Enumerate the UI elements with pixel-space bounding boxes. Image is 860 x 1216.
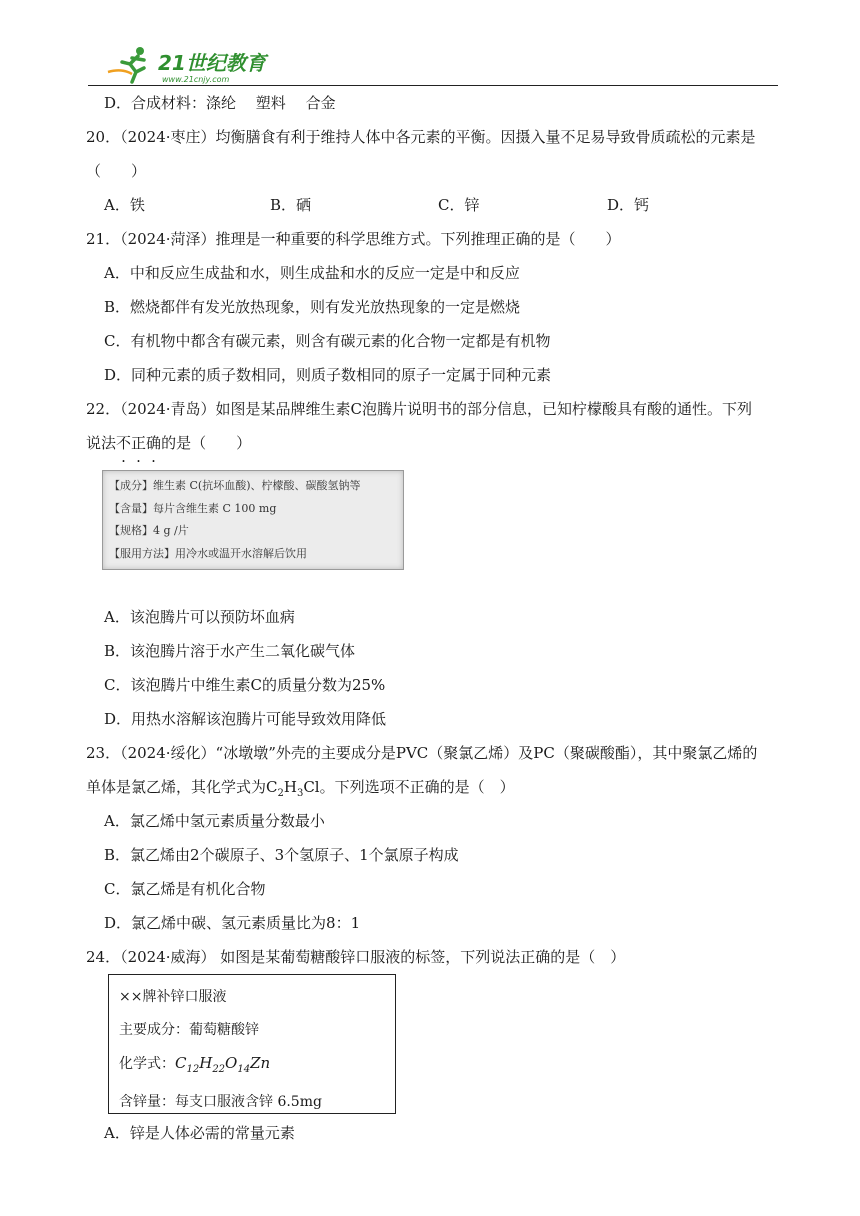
subscript: 3: [296, 788, 304, 799]
subscript: 22: [212, 1064, 226, 1075]
product-label: [108, 974, 396, 1114]
subscript: 12: [186, 1064, 200, 1075]
label-ingredient: 主要成分：葡萄糖酸锌: [119, 1022, 259, 1038]
q23-option-d: D．氯乙烯中碳、氢元素质量比为8：1: [104, 914, 361, 932]
emphasis-char: 不: [116, 434, 132, 452]
subscript: 2: [277, 788, 284, 799]
q21-option-d: D．同种元素的质子数相同，则质子数相同的原子一定属于同种元素: [104, 366, 552, 384]
q20-option-d: D．钙: [607, 196, 650, 214]
instruction-line: 【服用方法】用冷水或温开水溶解后饮用: [109, 546, 307, 560]
page-header: [88, 36, 778, 88]
q23-stem-cont: [86, 770, 786, 804]
formula-element: C: [175, 1054, 187, 1072]
logo-url: www.21cnjy.com: [162, 75, 230, 84]
q21-option-c: C．有机物中都含有碳元素，则含有碳元素的化合物一定都是有机物: [104, 332, 551, 350]
q22-option-b: B．该泡腾片溶于水产生二氧化碳气体: [104, 642, 356, 660]
q23-stem-text: Cl。下列选项不正确的是（ ）: [303, 778, 515, 796]
instruction-line: 【成分】维生素 C(抗坏血酸)、柠檬酸、碳酸氢钠等: [109, 479, 361, 492]
label-formula-prefix: 化学式：: [119, 1056, 175, 1072]
formula-element: Zn: [250, 1054, 271, 1072]
q20-options: [86, 188, 786, 222]
q23-option-c: C．氯乙烯是有机化合物: [104, 880, 266, 898]
label-zinc-content: 含锌量：每支口服液含锌 6.5mg: [119, 1094, 322, 1110]
q20-stem: 20．（2024·枣庄）均衡膳食有利于维持人体中各元素的平衡。因摄入量不足易导致骨质疏松的元素是: [86, 128, 756, 146]
q21-option-a: A．中和反应生成盐和水，则生成盐和水的反应一定是中和反应: [104, 264, 520, 282]
q22-stem-cont: [86, 426, 786, 460]
q21-stem: 21．（2024·菏泽）推理是一种重要的科学思维方式。下列推理正确的是（ ）: [86, 230, 621, 248]
subscript: 14: [237, 1064, 251, 1075]
formula-element: O: [225, 1054, 238, 1072]
q19-option-d: D．合成材料：涤纶 塑料 合金: [104, 94, 336, 112]
logo: [102, 42, 282, 86]
q22-stem: 22．（2024·青岛）如图是某品牌维生素C泡腾片说明书的部分信息，已知柠檬酸具有酸的通性。下列: [86, 400, 753, 418]
q23-option-b: B．氯乙烯由2个碳原子、3个氢原子、1个氯原子构成: [104, 846, 459, 864]
emphasis-char: 确: [146, 434, 162, 452]
emphasis-char: 正: [131, 434, 147, 452]
label-title: ××牌补锌口服液: [119, 989, 227, 1005]
label-formula: [119, 1047, 385, 1086]
q21-option-b: B．燃烧都伴有发光放热现象，则有发光放热现象的一定是燃烧: [104, 298, 521, 316]
formula-element: H: [199, 1054, 213, 1072]
q24-stem: 24．（2024·威海） 如图是某葡萄糖酸锌口服液的标签，下列说法正确的是（ ）: [86, 948, 626, 966]
q20-option-a: A．铁: [104, 196, 145, 214]
q24-option-a: A．锌是人体必需的常量元素: [104, 1124, 295, 1142]
instruction-image: [102, 470, 404, 570]
q22-option-c: C．该泡腾片中维生素C的质量分数为25%: [104, 676, 386, 694]
runner-icon: [108, 47, 144, 82]
q22-stem-text: 说法: [86, 434, 117, 452]
q20-stem-cont: （ ）: [86, 162, 147, 180]
q20-option-b: B．硒: [270, 196, 312, 214]
logo-text: 21世纪教育: [158, 51, 266, 75]
instruction-line: 【含量】每片含维生素 C 100 mg: [109, 501, 277, 515]
q23-stem: 23．（2024·绥化）“冰墩墩”外壳的主要成分是PVC（聚氯乙烯）及PC（聚碳酸酯），其中聚氯乙烯的: [86, 744, 758, 762]
q20-option-c: C．锌: [438, 196, 480, 214]
q22-option-a: A．该泡腾片可以预防坏血病: [104, 608, 295, 626]
instruction-line: 【规格】4 g /片: [109, 524, 189, 537]
document-body: [86, 86, 786, 1150]
q22-figure: [86, 460, 786, 600]
q22-option-d: D．用热水溶解该泡腾片可能导致效用降低: [104, 710, 387, 728]
q23-stem-text: 单体是氯乙烯，其化学式为C: [86, 778, 278, 796]
q23-option-a: A．氯乙烯中氢元素质量分数最小: [104, 812, 325, 830]
q22-stem-text: 的是（ ）: [161, 434, 252, 452]
q23-stem-text: H: [283, 778, 297, 796]
